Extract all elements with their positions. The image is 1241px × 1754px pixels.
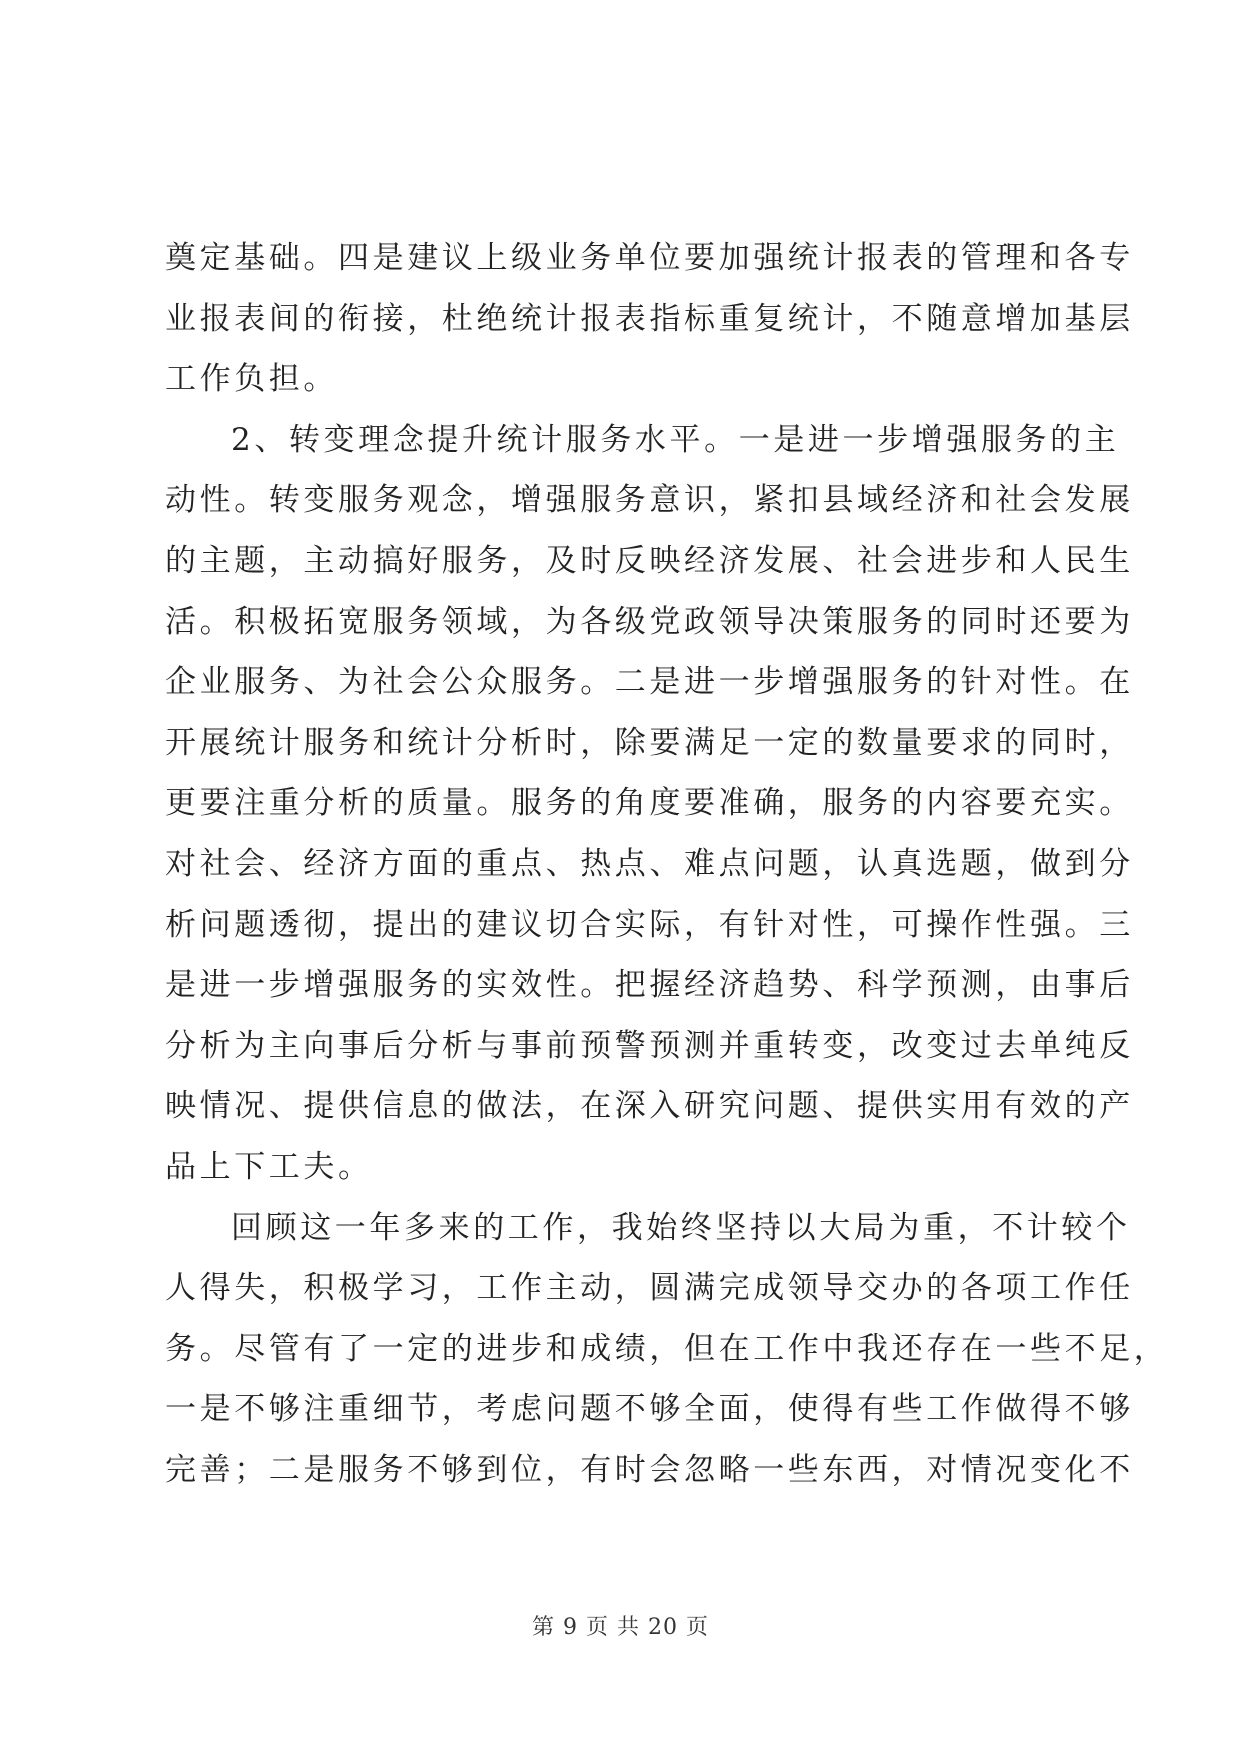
text-line-6: 的主题，主动搞好服务，及时反映经济发展、社会进步和人民生 — [165, 542, 1134, 579]
text-line-12: 析问题透彻，提出的建议切合实际，有针对性，可操作性强。三 — [165, 906, 1134, 943]
text-line-19: 务。尽管有了一定的进步和成绩，但在工作中我还存在一些不足， — [165, 1330, 1169, 1367]
text-line-3: 工作负担。 — [165, 361, 338, 398]
text-line-2: 业报表间的衔接，杜绝统计报表指标重复统计，不随意增加基层 — [165, 300, 1134, 337]
text-line-21: 完善；二是服务不够到位，有时会忽略一些东西，对情况变化不 — [165, 1451, 1134, 1488]
text-line-1: 奠定基础。四是建议上级业务单位要加强统计报表的管理和各专 — [165, 240, 1134, 276]
page-number-footer: 第 9 页 共 20 页 — [532, 1615, 709, 1640]
text-line-8: 企业服务、为社会公众服务。二是进一步增强服务的针对性。在 — [165, 664, 1134, 701]
body-text — [165, 228, 1169, 1500]
text-line-16: 品上下工夫。 — [165, 1148, 373, 1185]
text-line-20: 一是不够注重细节，考虑问题不够全面，使得有些工作做得不够 — [165, 1391, 1134, 1428]
text-line-9: 开展统计服务和统计分析时，除要满足一定的数量要求的同时， — [165, 724, 1134, 761]
text-line-5: 动性。转变服务观念，增强服务意识，紧扣县域经济和社会发展 — [165, 482, 1134, 519]
text-line-11: 对社会、经济方面的重点、热点、难点问题，认真选题，做到分 — [165, 845, 1134, 882]
text-line-15: 映情况、提供信息的做法，在深入研究问题、提供实用有效的产 — [165, 1088, 1134, 1125]
text-line-17: 回顾这一年多来的工作，我始终坚持以大局为重，不计较个 — [231, 1209, 1131, 1246]
text-line-14: 分析为主向事后分析与事前预警预测并重转变，改变过去单纯反 — [165, 1027, 1134, 1064]
text-line-13: 是进一步增强服务的实效性。把握经济趋势、科学预测，由事后 — [165, 967, 1134, 1004]
text-line-10: 更要注重分析的质量。服务的角度要准确，服务的内容要充实。 — [165, 785, 1134, 822]
text-line-4: 2、转变理念提升统计服务水平。一是进一步增强服务的主 — [231, 421, 1120, 458]
text-line-18: 人得失，积极学习，工作主动，圆满完成领导交办的各项工作任 — [165, 1270, 1134, 1307]
text-line-7: 活。积极拓宽服务领域，为各级党政领导决策服务的同时还要为 — [165, 603, 1134, 640]
